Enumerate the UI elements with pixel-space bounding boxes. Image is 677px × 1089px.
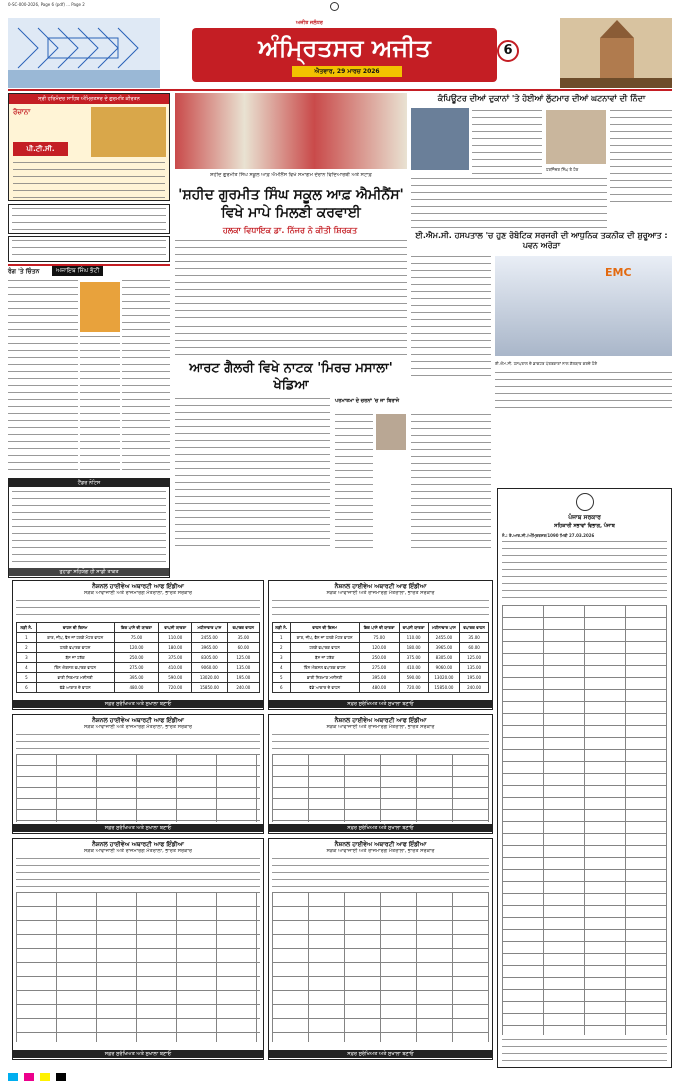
masthead-rule [8,89,672,91]
right-body-text-3 [411,178,607,228]
kirtan-ad-text [13,162,165,198]
nhai-notice-4-table [272,754,489,822]
nhai-notice-3-footer: ਸਫ਼ਰ ਸੁਰੱਖਿਅਤ ਅਤੇ ਸੁਖਾਲਾ ਬਣਾਓ [12,824,264,832]
tender-footer: ਤੁਹਾਡਾ ਸਹਿਯੋਗ ਹੀ ਸਾਡੀ ਤਾਕਤ [9,568,169,576]
nhai-notice-2-footer: ਸਫ਼ਰ ਸੁਰੱਖਿਅਤ ਅਤੇ ਸੁਖਾਲਾ ਬਣਾਓ [268,700,493,708]
kirtan-ad-badge: ਪੀ.ਟੀ.ਸੀ. [13,142,68,156]
nhai-notice-1 [12,580,264,710]
golden-temple-photo [91,107,166,157]
person-photo-1 [411,108,469,170]
lead-subhead: ਹਲਕਾ ਵਿਧਾਇਕ ਡਾ. ਨਿੱਜਰ ਨੇ ਕੀਤੀ ਸ਼ਿਰਕਤ [200,226,380,236]
govt-notice-title: ਪੰਜਾਬ ਸਰਕਾਰ [568,514,601,521]
masthead-date: ਐਤਵਾਰ, 29 ਮਾਰਚ 2026 [292,66,402,77]
small-ad-1 [8,204,170,234]
press-conference-photo [495,256,672,356]
hospital-headline: ਈ.ਐਮ.ਸੀ. ਹਸਪਤਾਲ 'ਚ ਹੁਣ ਰੋਬੋਟਿਕ ਸਰਜਰੀ ਦੀ ਆਧੁਨਿਕ ਤਕਨੀਕ ਦੀ ਸ਼ੁਰੂਆਤ : ਪਵਨ ਅਰੋੜਾ [415,231,668,250]
color-registration-bar [8,1072,672,1082]
govt-notice-intro [502,541,667,601]
temple-icon [560,18,672,88]
govt-notice-subtitle: ਸਹਿਕਾਰੀ ਸਭਾਵਾਂ ਵਿਭਾਗ, ਪੰਜਾਬ [554,523,615,529]
right-caption: ਹਰਜਿੰਦਰ ਸਿੰਘ ਤੇ ਹੋਰ [546,167,579,172]
masthead-title-block [192,20,497,82]
lead-headline: 'ਸ਼ਹੀਦ ਗੁਰਮੀਤ ਸਿੰਘ ਸਕੂਲ ਆਫ਼ ਐਮੀਨੈਂਸ' ਵਿਖੇ ਮਾਪੇ ਮਿਲਣੀ ਕਰਵਾਈ [178,187,404,221]
nhai-notice-6-body [272,858,489,888]
column-body-2 [122,280,170,476]
nhai-notice-6-table [272,892,489,1042]
column-title: ਅਜਾਇਬ ਸਿੰਘ ਭੱਟੀ [52,266,103,276]
tender-notice [8,478,170,578]
obit-body-text [335,414,373,548]
lead-body-text-2 [175,326,407,356]
nhai-notice-3 [12,714,264,834]
nhai-notice-4-body [272,734,489,750]
govt-notice-ref: ਨੰ.: ਏ.ਆਰ.ਸੀ./ਅੰਮ੍ਰਿਤਸਰ/1090 ਮਿਤੀ 27.03.2026 [502,533,595,538]
temple-photo [560,18,672,88]
nhai-notice-6-subheader: ਸੜਕ ਆਵਾਜਾਈ ਅਤੇ ਰਾਜਮਾਰਗ ਮੰਤਰਾਲਾ, ਭਾਰਤ ਸਰਕਾਰ [326,848,435,854]
obit-photo [376,414,406,450]
decorative-pattern-icon [8,18,160,88]
govt-notice [497,488,672,1068]
page-number: 6 [497,40,519,62]
nhai-notice-3-body [16,734,260,750]
masthead-left-art [8,18,160,88]
columnist-photo [80,282,120,332]
hospital-body-text-3 [411,414,491,548]
column-kicker: ਰੰਗ 'ਤੇ ਚਿੰਤਨ [8,268,40,275]
kirtan-ad-title: ਸ੍ਰੀ ਹਰਿਮੰਦਰ ਸਾਹਿਬ ਅੰਮ੍ਰਿਤਸਰ ਦੇ ਗੁਰਮਤਿ ਕੀਰਤਨ [9,94,169,104]
nhai-notice-4 [268,714,493,834]
right-body-text-1 [472,110,542,180]
tender-title: ਟੈਂਡਰ ਨੋਟਿਸ [9,479,169,487]
nhai-notice-4-footer: ਸਫ਼ਰ ਸੁਰੱਖਿਅਤ ਅਤੇ ਸੁਖਾਲਾ ਬਣਾਓ [268,824,493,832]
hospital-body-text-2 [495,372,672,412]
column-header [8,264,170,276]
nhai-notice-4-header: ਨੈਸ਼ਨਲ ਹਾਈਵੇਅ ਅਥਾਰਟੀ ਆਫ ਇੰਡੀਆ [334,717,427,724]
nhai-notice-6 [268,838,493,1060]
school-event-photo [175,93,407,169]
emc-logo: EMC [605,266,632,279]
nhai-notice-2-subheader: ਸੜਕ ਆਵਾਜਾਈ ਅਤੇ ਰਾਜਮਾਰਗ ਮੰਤਰਾਲਾ, ਭਾਰਤ ਸਰਕਾਰ [326,590,435,596]
nhai-notice-2 [268,580,493,710]
nhai-notice-5-body [16,858,260,888]
photo-caption: ਸ਼ਹੀਦ ਗੁਰਮੀਤ ਸਿੰਘ ਸਕੂਲ ਆਫ਼ ਐਮੀਨੈਂਸ ਵਿਖੇ ਸਮਾਗਮ ਦੌਰਾਨ ਵਿਦਿਆਰਥੀ ਅਤੇ ਸਟਾਫ਼ [210,172,372,178]
right-headline: ਕੰਪਿਊਟਰ ਦੀਆਂ ਦੁਕਾਨਾਂ 'ਤੇ ਹੋਈਆਂ ਲੁੱਟਮਾਰ ਦੀਆਂ ਘਟਨਾਵਾਂ ਦੀ ਨਿੰਦਾ [437,94,646,103]
nhai-notice-5-subheader: ਸੜਕ ਆਵਾਜਾਈ ਅਤੇ ਰਾਜਮਾਰਗ ਮੰਤਰਾਲਾ, ਭਾਰਤ ਸਰਕਾਰ [83,848,193,854]
masthead-title: ਅੰਮ੍ਰਿਤਸਰ ਅਜੀਤ [258,34,431,62]
nhai-notice-2-body [272,600,489,618]
person-photo-2 [546,110,606,164]
nhai-notice-5 [12,838,264,1060]
art-body-text [175,398,330,548]
column-body-3 [80,336,120,476]
lead-body-text [175,240,407,320]
nhai-notice-1-body [16,600,260,618]
hospital-body-text [411,256,491,376]
nhai-notice-5-header: ਨੈਸ਼ਨਲ ਹਾਈਵੇਅ ਅਥਾਰਟੀ ਆਫ ਇੰਡੀਆ [92,841,184,848]
nhai-notice-5-table [16,892,260,1042]
right-body-text-2 [610,110,672,205]
art-headline: ਆਰਟ ਗੈਲਰੀ ਵਿਖੇ ਨਾਟਕ 'ਮਿਰਚ ਮਸਾਲਾ' ਖੇਡਿਆ [189,361,393,393]
nhai-notice-3-subheader: ਸੜਕ ਆਵਾਜਾਈ ਅਤੇ ਰਾਜਮਾਰਗ ਮੰਤਰਾਲਾ, ਭਾਰਤ ਸਰਕਾਰ [83,724,193,730]
nhai-notice-5-footer: ਸਫ਼ਰ ਸੁਰੱਖਿਅਤ ਅਤੇ ਸੁਖਾਲਾ ਬਣਾਓ [12,1050,264,1058]
nhai-notice-3-header: ਨੈਸ਼ਨਲ ਹਾਈਵੇਅ ਅਥਾਰਟੀ ਆਫ ਇੰਡੀਆ [92,717,184,724]
tender-body-text [12,491,166,565]
hospital-caption: ਈ.ਐਮ.ਸੀ. ਹਸਪਤਾਲ ਦੇ ਡਾਕਟਰ ਪੱਤਰਕਾਰਾਂ ਨਾਲ ਗੱਲਬਾਤ ਕਰਦੇ ਹੋਏ [495,361,598,366]
nhai-notice-2-header: ਨੈਸ਼ਨਲ ਹਾਈਵੇਅ ਅਥਾਰਟੀ ਆਫ ਇੰਡੀਆ [334,583,427,590]
nhai-notice-2-table: ਲੜੀ ਨੰ. ਵਾਹਨ ਦੀ ਕਿਸਮ ਇਕ ਪਾਸੇ ਦੀ ਯਾਤਰਾ ਵਾਪਸੀ ਯਾਤਰਾ ਮਹੀਨਾਵਾਰ ਪਾਸ ਵਪਾਰਕ ਵਾਹਨ 1 ਕਾਰ, ਜੀਪ, ਵੈਨ ਜਾਂ ਹਲਕੇ ਮੋਟਰ ਵਾਹਨ 75.00 110.00 2455.00 35.00 2 ਹਲਕੇ ਵਪਾਰਕ ਵਾਹਨ 120.00 180.00 3965.00 60.00 3 ਬੱਸ ਜਾਂ ਟਰੱਕ 250.00 375.00 8305.00 125.00 4 ਤਿੰਨ ਐਕਸਲ ਵਪਾਰਕ ਵਾਹਨ 275.00 410.00 9060.00 135.00 5 ਭਾਰੀ ਨਿਰਮਾਣ ਮਸ਼ੀਨਰੀ 395.00 590.00 13020.00 195.00 6 ਵੱਡੇ ਆਕਾਰ ਦੇ ਵਾਹਨ 480.00 720.00 15850.00 240.00 [272,622,489,693]
nhai-notice-4-subheader: ਸੜਕ ਆਵਾਜਾਈ ਅਤੇ ਰਾਜਮਾਰਗ ਮੰਤਰਾਲਾ, ਭਾਰਤ ਸਰਕਾਰ [326,724,435,730]
nhai-notice-1-header: ਨੈਸ਼ਨਲ ਹਾਈਵੇਅ ਅਥਾਰਟੀ ਆਫ ਇੰਡੀਆ [92,583,184,590]
govt-notice-table [502,605,667,1035]
kirtan-ad-label: ਰੋਜ਼ਾਨਾ [13,108,31,116]
kirtan-ad [8,93,170,201]
column-body-1 [8,280,78,476]
nhai-notice-1-table: ਲੜੀ ਨੰ. ਵਾਹਨ ਦੀ ਕਿਸਮ ਇਕ ਪਾਸੇ ਦੀ ਯਾਤਰਾ ਵਾਪਸੀ ਯਾਤਰਾ ਮਹੀਨਾਵਾਰ ਪਾਸ ਵਪਾਰਕ ਵਾਹਨ 1 ਕਾਰ, ਜੀਪ, ਵੈਨ ਜਾਂ ਹਲਕੇ ਮੋਟਰ ਵਾਹਨ 75.00 110.00 2455.00 35.00 2 ਹਲਕੇ ਵਪਾਰਕ ਵਾਹਨ 120.00 180.00 3965.00 60.00 3 ਬੱਸ ਜਾਂ ਟਰੱਕ 250.00 375.00 8305.00 125.00 4 ਤਿੰਨ ਐਕਸਲ ਵਪਾਰਕ ਵਾਹਨ 275.00 410.00 9060.00 135.00 5 ਭਾਰੀ ਨਿਰਮਾਣ ਮਸ਼ੀਨਰੀ 395.00 590.00 13020.00 195.00 6 ਵੱਡੇ ਆਕਾਰ ਦੇ ਵਾਹਨ 480.00 720.00 15850.00 240.00 [16,622,260,693]
nhai-notice-6-footer: ਸਫ਼ਰ ਸੁਰੱਖਿਅਤ ਅਤੇ ਸੁਖਾਲਾ ਬਣਾਓ [268,1050,493,1058]
page-slug: 0-SC-000-2026, Page 6 (pdf) ... Page 2 [8,2,85,7]
nhai-notice-1-footer: ਸਫ਼ਰ ਸੁਰੱਖਿਅਤ ਅਤੇ ਸੁਖਾਲਾ ਬਣਾਓ [12,700,264,708]
small-ad-2 [8,236,170,262]
nhai-notice-1-subheader: ਸੜਕ ਆਵਾਜਾਈ ਅਤੇ ਰਾਜਮਾਰਗ ਮੰਤਰਾਲਾ, ਭਾਰਤ ਸਰਕਾਰ [83,590,193,596]
registration-mark-icon [330,2,339,11]
govt-emblem-icon [576,493,594,511]
nhai-notice-6-header: ਨੈਸ਼ਨਲ ਹਾਈਵੇਅ ਅਥਾਰਟੀ ਆਫ ਇੰਡੀਆ [334,841,427,848]
nhai-notice-3-table [16,754,260,822]
masthead-kicker: ਅਜੀਤ ਜਲੰਧਰ [292,20,327,26]
govt-notice-footer [502,1039,667,1065]
obit-title: ਪਰਮਾਤਮਾ ਦੇ ਚਰਨਾਂ 'ਚ ਜਾ ਬਿਰਾਜੇ [335,398,400,404]
